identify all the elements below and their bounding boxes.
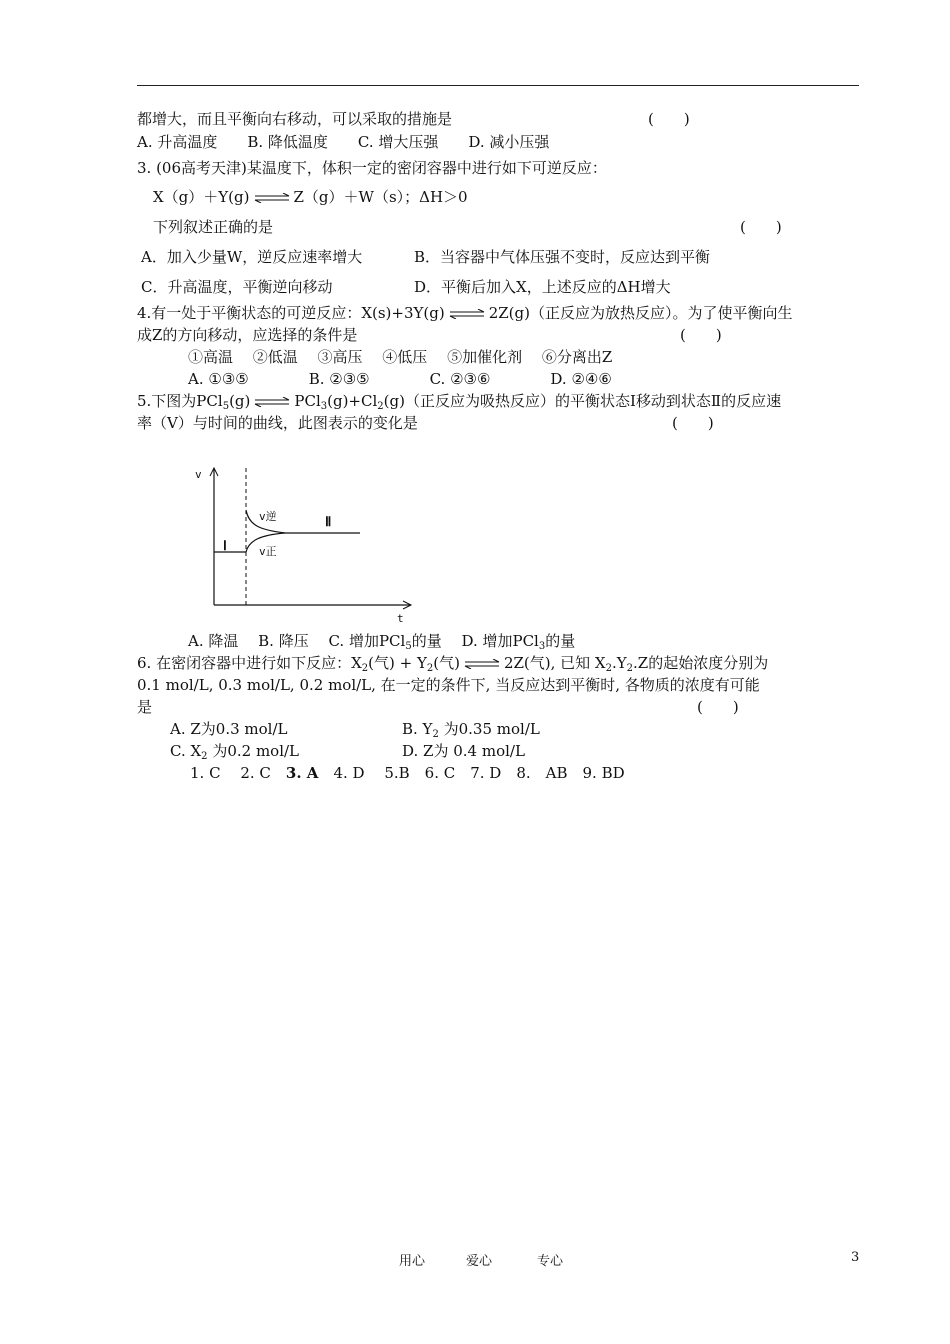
q3-title: 3. (06高考天津)某温度下，体积一定的密闭容器中进行如下可逆反应： [137, 159, 607, 177]
q2-stem: 都增大，而且平衡向右移动，可以采取的措施是 [137, 110, 453, 128]
q2-options: A. 升高温度 B. 降低温度 C. 增大压强 D. 减小压强 [137, 133, 550, 151]
q3-prompt: 下列叙述正确的是 [153, 218, 274, 236]
footer-slogan-1: 用心 [399, 1254, 426, 1269]
q4-line-1: 4.有一处于平衡状态的可逆反应：X(s)+3Y(g) 2Z(g)（正反应为放热反应）。为了使平衡向生 [137, 304, 793, 322]
q6-option-b: B. $Y_2$ 为0.35 mol/L [402, 720, 540, 740]
q6-option-a: A. Z为0.3 mol/L [170, 720, 288, 738]
header-rule [137, 85, 859, 86]
q3-option-b: B．当容器中气体压强不变时，反应达到平衡 [414, 248, 711, 266]
q4-options: A. ①③⑤ B. ②③⑤ C. ②③⑥ D. ②④⑥ [188, 370, 612, 388]
equilibrium-arrow-icon [254, 193, 290, 203]
q5-line-2: 率（V）与时间的曲线，此图表示的变化是 [137, 414, 418, 432]
q2-answer-paren: ( ) [648, 110, 690, 128]
answer-key: 1. C 2. C 3. A 4. D 5.B 6. C 7. D 8. AB 9. BD [190, 764, 625, 782]
q4-answer-paren: ( ) [680, 326, 722, 344]
q6-line-1: 6. 在密闭容器中进行如下反应：$X_2$(气) + $Y_2$(气) 2Z(气), 已知 $X_2.Y_2.Z$的起始浓度分别为 [137, 654, 769, 674]
state-2-label: Ⅱ [325, 515, 332, 530]
q4-line-2: 成Z的方向移动，应选择的条件是 [137, 326, 358, 344]
equilibrium-arrow-icon [449, 309, 485, 319]
q6-option-c: C. $X_2$ 为0.2 mol/L [170, 742, 300, 762]
q6-line-3: 是 [137, 698, 153, 716]
answer-3: 3. A [285, 764, 319, 782]
v-reverse-label: v逆 [259, 510, 277, 523]
equilibrium-arrow-icon [464, 659, 500, 669]
q6-line-2: 0.1 mol/L, 0.3 mol/L, 0.2 mol/L, 在一定的条件下, 当反应达到平衡时, 各物质的浓度有可能 [137, 676, 760, 694]
q3-option-a: A．加入少量W，逆反应速率增大 [141, 248, 363, 266]
q6-answer-paren: ( ) [697, 698, 739, 716]
rate-time-graph [185, 460, 425, 635]
footer-slogan-3: 专心 [537, 1254, 564, 1269]
q5-options: A. 降温 B. 降压 C. 增加PCl$_5$的量 D. 增加PCl$_3$的量 [188, 632, 576, 652]
footer-slogan-2: 爱心 [466, 1254, 493, 1269]
state-1-label: Ⅰ [223, 539, 227, 554]
q3-option-c: C．升高温度，平衡逆向移动 [141, 278, 333, 296]
q3-option-d: D．平衡后加入X，上述反应的ΔH增大 [414, 278, 671, 296]
equilibrium-arrow-icon [254, 397, 290, 407]
q5-line-1: 5.下图为PCl$_5$(g) $PCl_3(g)+Cl_2(g)$（正反应为吸热反应）的平衡状态Ⅰ移动到状态Ⅱ的反应速 [137, 392, 782, 412]
q3-answer-paren: ( ) [740, 218, 782, 236]
axis-label-t: t [397, 612, 404, 625]
q3-equation: X（g）＋Y(g) Z（g）＋W（s）；ΔH＞0 [153, 188, 468, 206]
q4-conditions: ①高温 ②低温 ③高压 ④低压 ⑤加催化剂 ⑥分离出Z [188, 348, 613, 366]
page-number: 3 [851, 1250, 860, 1265]
v-forward-label: v正 [259, 545, 277, 558]
q5-answer-paren: ( ) [672, 414, 714, 432]
axis-label-v: v [195, 468, 202, 481]
q6-option-d: D. Z为 0.4 mol/L [402, 742, 525, 760]
